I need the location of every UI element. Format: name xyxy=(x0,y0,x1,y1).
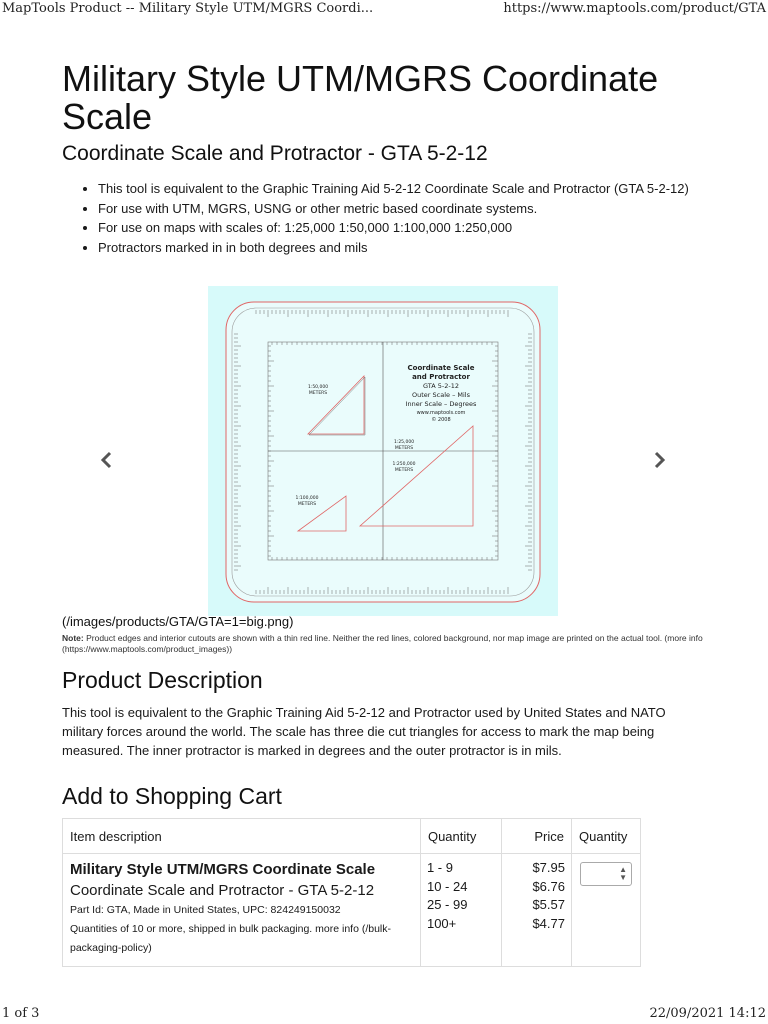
cart-heading: Add to Shopping Cart xyxy=(62,783,282,809)
product-subtitle: Coordinate Scale and Protractor - GTA 5-2-12 xyxy=(62,142,488,165)
print-header-url: https://www.maptools.com/product/GTA xyxy=(503,1,766,16)
spinner-arrows-icon[interactable]: ▲ ▼ xyxy=(619,865,627,882)
column-header-quantity: Quantity xyxy=(420,819,501,854)
feature-item: • Protractors marked in in both degrees and mils xyxy=(98,238,698,258)
column-header-quantity-input: Quantity xyxy=(572,819,641,854)
cart-table-header xyxy=(63,819,641,854)
feature-item: • This tool is equivalent to the Graphic Training Aid 5-2-12 Coordinate Scale and Protractor (GTA 5-2-12) xyxy=(98,179,698,199)
image-note xyxy=(62,633,712,655)
price-tiers-cell xyxy=(501,854,571,967)
image-text: www.maptools.com xyxy=(416,410,466,416)
image-text: METERS xyxy=(308,391,328,396)
item-subtitle: Coordinate Scale and Protractor - GTA 5-2-12 xyxy=(70,882,375,899)
product-image xyxy=(208,286,558,616)
product-image-carousel[interactable] xyxy=(208,286,558,616)
item-description-cell xyxy=(63,854,421,967)
quantity-tier: 10 - 24 xyxy=(426,878,468,894)
print-header-title: MapTools Product -- Military Style UTM/MGRS Coordi... xyxy=(2,1,374,16)
feature-item: • For use on maps with scales of: 1:25,000 1:50,000 1:100,000 1:250,000 xyxy=(98,218,698,238)
image-text: 1:25,000 xyxy=(393,440,415,445)
image-text: © 2008 xyxy=(431,417,451,423)
page-title: Military Style UTM/MGRS Coordinate Scale xyxy=(62,58,659,137)
image-text: Coordinate Scale xyxy=(407,364,475,372)
feature-item: • For use with UTM, MGRS, USNG or other metric based coordinate systems. xyxy=(98,199,698,219)
image-text: METERS xyxy=(297,502,317,507)
image-text: 1:250,000 xyxy=(392,462,416,467)
chevron-right-icon[interactable] xyxy=(645,446,673,474)
note-label: Note: xyxy=(62,633,84,643)
image-text: Inner Scale – Degrees xyxy=(405,400,477,408)
quantity-input-cell xyxy=(572,854,641,967)
quantity-stepper[interactable] xyxy=(580,862,632,886)
cart-table xyxy=(62,818,641,967)
price-tier: $4.77 xyxy=(532,915,565,931)
price-tier: $6.76 xyxy=(532,878,565,894)
chevron-left-icon[interactable] xyxy=(93,446,121,474)
price-tier: $7.95 xyxy=(532,860,565,875)
print-header xyxy=(0,0,768,20)
note-text: Product edges and interior cutouts are shown with a thin red line. Neither the red lines, colored background, nor map image are printed on the actual tool. (more info (https://www.maptools.com/product_images)) xyxy=(62,633,703,654)
image-text: 1:50,000 xyxy=(307,385,329,390)
image-text: METERS xyxy=(394,446,414,451)
image-text: and Protractor xyxy=(412,373,470,381)
image-text: Outer Scale – Mils xyxy=(412,391,470,399)
quantity-tier: 100+ xyxy=(426,915,457,931)
quantity-tier: 1 - 9 xyxy=(426,860,453,875)
print-footer xyxy=(0,1004,768,1024)
print-footer-page: 1 of 3 xyxy=(2,1006,40,1021)
quantity-tier: 25 - 99 xyxy=(426,897,468,912)
image-text: METERS xyxy=(394,468,414,473)
quantity-tiers-cell xyxy=(420,854,501,967)
column-header-item: Item description xyxy=(63,819,421,854)
feature-list xyxy=(80,179,698,257)
table-row xyxy=(63,854,641,967)
image-text: GTA 5-2-12 xyxy=(422,382,460,390)
column-header-price: Price xyxy=(501,819,571,854)
price-tier: $5.57 xyxy=(532,897,565,912)
image-text: 1:100,000 xyxy=(295,496,319,501)
description-body: This tool is equivalent to the Graphic Training Aid 5-2-12 and Protractor used by United States and NATO military forces around the world. The scale has three die cut triangles for access to mark the map being measured. The inner protractor is marked in degrees and the outer protractor is in mils. xyxy=(62,705,666,758)
item-part-info: Part Id: GTA, Made in United States, UPC: 824249150032 xyxy=(70,904,341,916)
print-footer-datetime: 22/09/2021 14:12 xyxy=(649,1006,766,1021)
bulk-info-link[interactable]: Quantities of 10 or more, shipped in bulk packaging. more info (/bulk-packaging-policy) xyxy=(70,923,392,954)
image-caption: (/images/products/GTA/GTA=1=big.png) xyxy=(62,614,294,629)
item-name: Military Style UTM/MGRS Coordinate Scale xyxy=(70,861,376,878)
description-heading: Product Description xyxy=(62,667,263,693)
